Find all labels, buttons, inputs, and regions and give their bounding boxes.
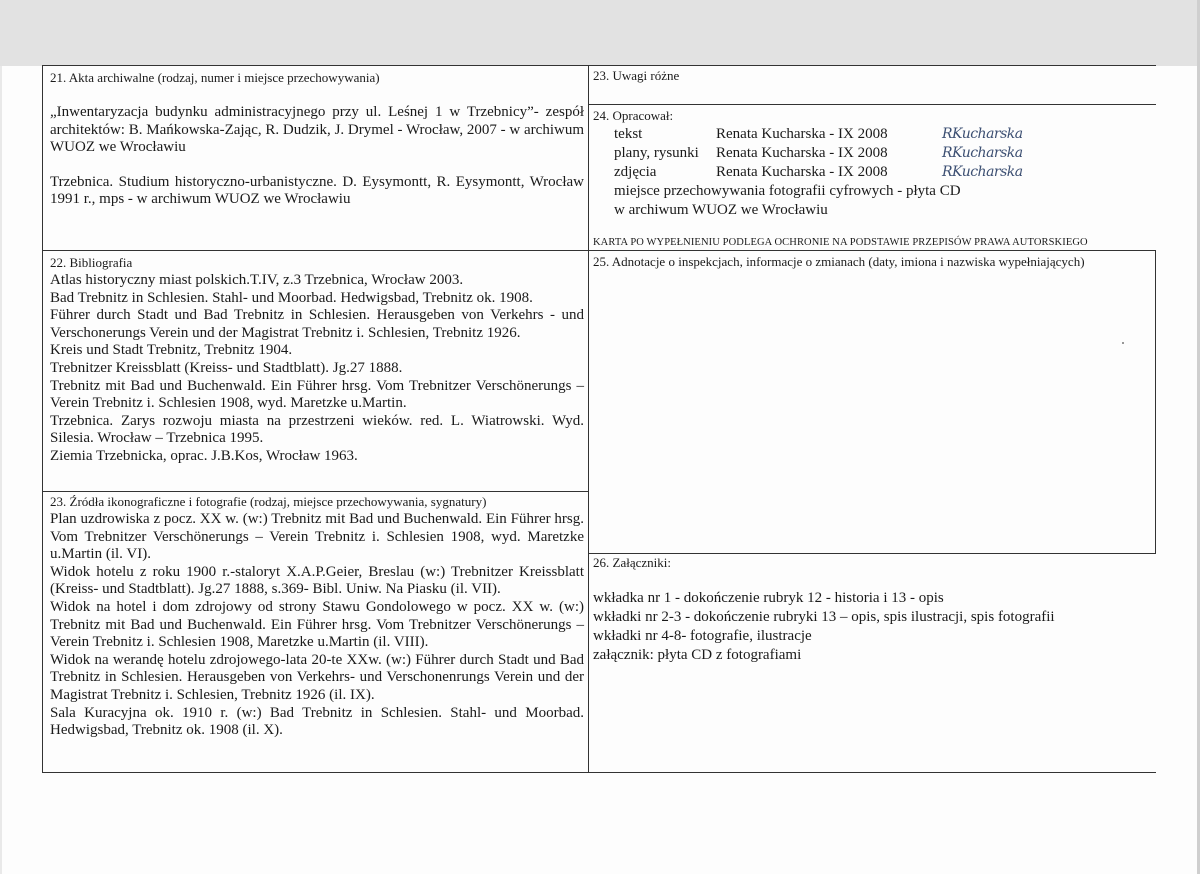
section-21 (50, 70, 584, 209)
section-23-iconography (50, 494, 584, 740)
bottom-border (42, 772, 1156, 773)
author-row-value: Renata Kucharska - IX 2008 (716, 145, 888, 161)
divider-22-23 (42, 491, 588, 492)
iconography-item: Widok na werandę hotelu zdrojowego-lata 20-te XXw. (w:) Führer durch Stadt und Bad Trebnitz in Schlesien. Herausgeben von Verkehrs- und Verschonenrungs Verein und der Magistrat Trebnitz i. Schlesien, Trebnitz 1926 (il. IX). (50, 651, 584, 703)
attachment-item: załącznik: płyta CD z fotografiami (593, 647, 802, 663)
section-25-header: 25. Adnotacje o inspekcjach, informacje o zmianach (daty, imiona i nazwiska wypełniających) (593, 254, 1085, 269)
bibliography-item: Ziemia Trzebnicka, oprac. J.B.Kos, Wrocław 1963. (50, 447, 358, 464)
photo-storage-line-2: w archiwum WUOZ we Wrocławiu (614, 202, 828, 218)
box-25-right (1155, 250, 1156, 553)
left-border (42, 65, 43, 772)
bibliography-item: Trzebnica. Zarys rozwoju miasta na przestrzeni wieków. red. L. Wiatrowski. Wyd. Silesia. Wrocław – Trzebnica 1995. (50, 412, 584, 447)
iconography-item: Sala Kuracyjna ok. 1910 r. (w:) Bad Trebnitz in Schlesien. Stahl- und Moorbad. Hedwigsbad, Trebnitz ok. 1908 (il. X). (50, 704, 584, 739)
author-row-label: zdjęcia (614, 164, 657, 180)
author-rows (614, 125, 1153, 220)
archive-item-2: Trzebnica. Studium historyczno-urbanistyczne. D. Eysymontt, R. Eysymontt, Wrocław 1991 r., mps - w archiwum WUOZ we Wrocławiu (50, 173, 584, 208)
divider-23b-24 (588, 104, 1156, 105)
iconography-item: Widok na hotel i dom zdrojowy od strony Stawu Gondolowego w pocz. XX w. (w:) Trebnitz mit Bad und Buchenwald. Ein Führer hrsg. Vom Trebnitzer Verschönerungs – Verein Trebnitz i. Schlesien 1908, Maretzke u.Martin (il. VIII). (50, 598, 584, 651)
handwritten-signature: RKucharska (942, 126, 1023, 142)
bibliography-list (50, 272, 584, 466)
author-row-label: tekst (614, 126, 643, 142)
bibliography-item: Trebnitzer Kreissblatt (Kreiss- und Stadtblatt). Jg.27 1888. (50, 359, 403, 376)
bibliography-item: Führer durch Stadt und Bad Trebnitz in Schlesien. Herausgeben von Verkehrs - und Verschonerungs Verein und der Magistrat Trebnitz i. Schlesien, Trebnitz 1926. (50, 307, 584, 341)
section-23-iconography-header: 23. Źródła ikonograficzne i fotografie (rodzaj, miejsce przechowywania, sygnatury) (50, 494, 487, 509)
section-21-header: 21. Akta archiwalne (rodzaj, numer i miejsce przechowywania) (50, 70, 380, 85)
attachment-item: wkładka nr 1 - dokończenie rubryk 12 - historia i 13 - opis (593, 590, 944, 606)
section-26-header: 26. Załączniki: (593, 555, 671, 570)
iconography-item: Plan uzdrowiska z pocz. XX w. (w:) Trebnitz mit Bad und Buchenwald. Ein Führer hrsg. Vom Trebnitzer Verschönerungs – Verein Trebnitz i. Schlesien 1908, wyd. Maretzke u.Martin (il. VI). (50, 511, 584, 563)
author-row-label: plany, rysunki (614, 145, 699, 161)
author-row-photos (614, 163, 1153, 182)
divider-24-25 (588, 250, 1156, 251)
attachment-item: wkładki nr 4-8- fotografie, ilustracje (593, 628, 812, 644)
bibliography-item: Bad Trebnitz in Schlesien. Stahl- und Moorbad. Hedwigsbad, Trebnitz ok. 1908. (50, 289, 533, 306)
section-24-header: 24. Opracował: (593, 108, 674, 123)
scan-speck (1122, 342, 1124, 344)
copyright-notice: KARTA PO WYPEŁNIENIU PODLEGA OCHRONIE NA PODSTAWIE PRZEPISÓW PRAWA AUTORSKIEGO (593, 237, 1088, 248)
bibliography-item: Atlas historyczny miast polskich.T.IV, z.3 Trzebnica, Wrocław 2003. (50, 272, 464, 288)
author-row-text (614, 125, 1153, 144)
handwritten-signature: RKucharska (942, 145, 1023, 161)
divider-25-26 (588, 553, 1156, 554)
section-22 (50, 255, 584, 466)
bibliography-item: Trebnitz mit Bad und Buchenwald. Ein Führer hrsg. Vom Trebnitzer Verschönerungs – Verein Trebnitz i. Schlesien 1908, wyd. Maretzke u.Martin. (50, 377, 584, 412)
center-divider (588, 65, 589, 772)
author-row-plans (614, 144, 1153, 163)
section-23-remarks-header: 23. Uwagi różne (593, 68, 680, 83)
divider-21-22 (42, 250, 588, 251)
top-border (42, 65, 1156, 66)
attachment-item: wkładki nr 2-3 - dokończenie rubryki 13 – opis, spis ilustracji, spis fotografii (593, 609, 1055, 625)
section-26 (593, 555, 1153, 665)
bibliography-item: Kreis und Stadt Trebnitz, Trebnitz 1904. (50, 342, 293, 359)
iconography-item: Widok hotelu z roku 1900 r.-staloryt X.A.P.Geier, Breslau (w:) Trebnitzer Kreissblatt (Kreiss- und Stadtblatt). Jg.27 1888, s.369- Bibl. Uniw. Na Piasku (il. VII). (50, 563, 584, 598)
scan-top-margin (0, 0, 1200, 66)
author-row-value: Renata Kucharska - IX 2008 (716, 126, 888, 142)
iconography-list (50, 511, 584, 740)
attachments-list (593, 589, 1153, 665)
section-22-header: 22. Bibliografia (50, 255, 133, 270)
archive-item-1: „Inwentaryzacja budynku administracyjnego przy ul. Leśnej 1 w Trzebnicy”- zespół architektów: B. Mańkowska-Zając, R. Dudzik, J. Drymel - Wrocław, 2007 - w archiwum WUOZ we Wrocławiu (50, 104, 584, 156)
handwritten-signature: RKucharska (942, 164, 1023, 180)
section-24 (593, 108, 1153, 220)
author-row-value: Renata Kucharska - IX 2008 (716, 164, 888, 180)
photo-storage-line-1: miejsce przechowywania fotografii cyfrowych - płyta CD (614, 183, 961, 199)
